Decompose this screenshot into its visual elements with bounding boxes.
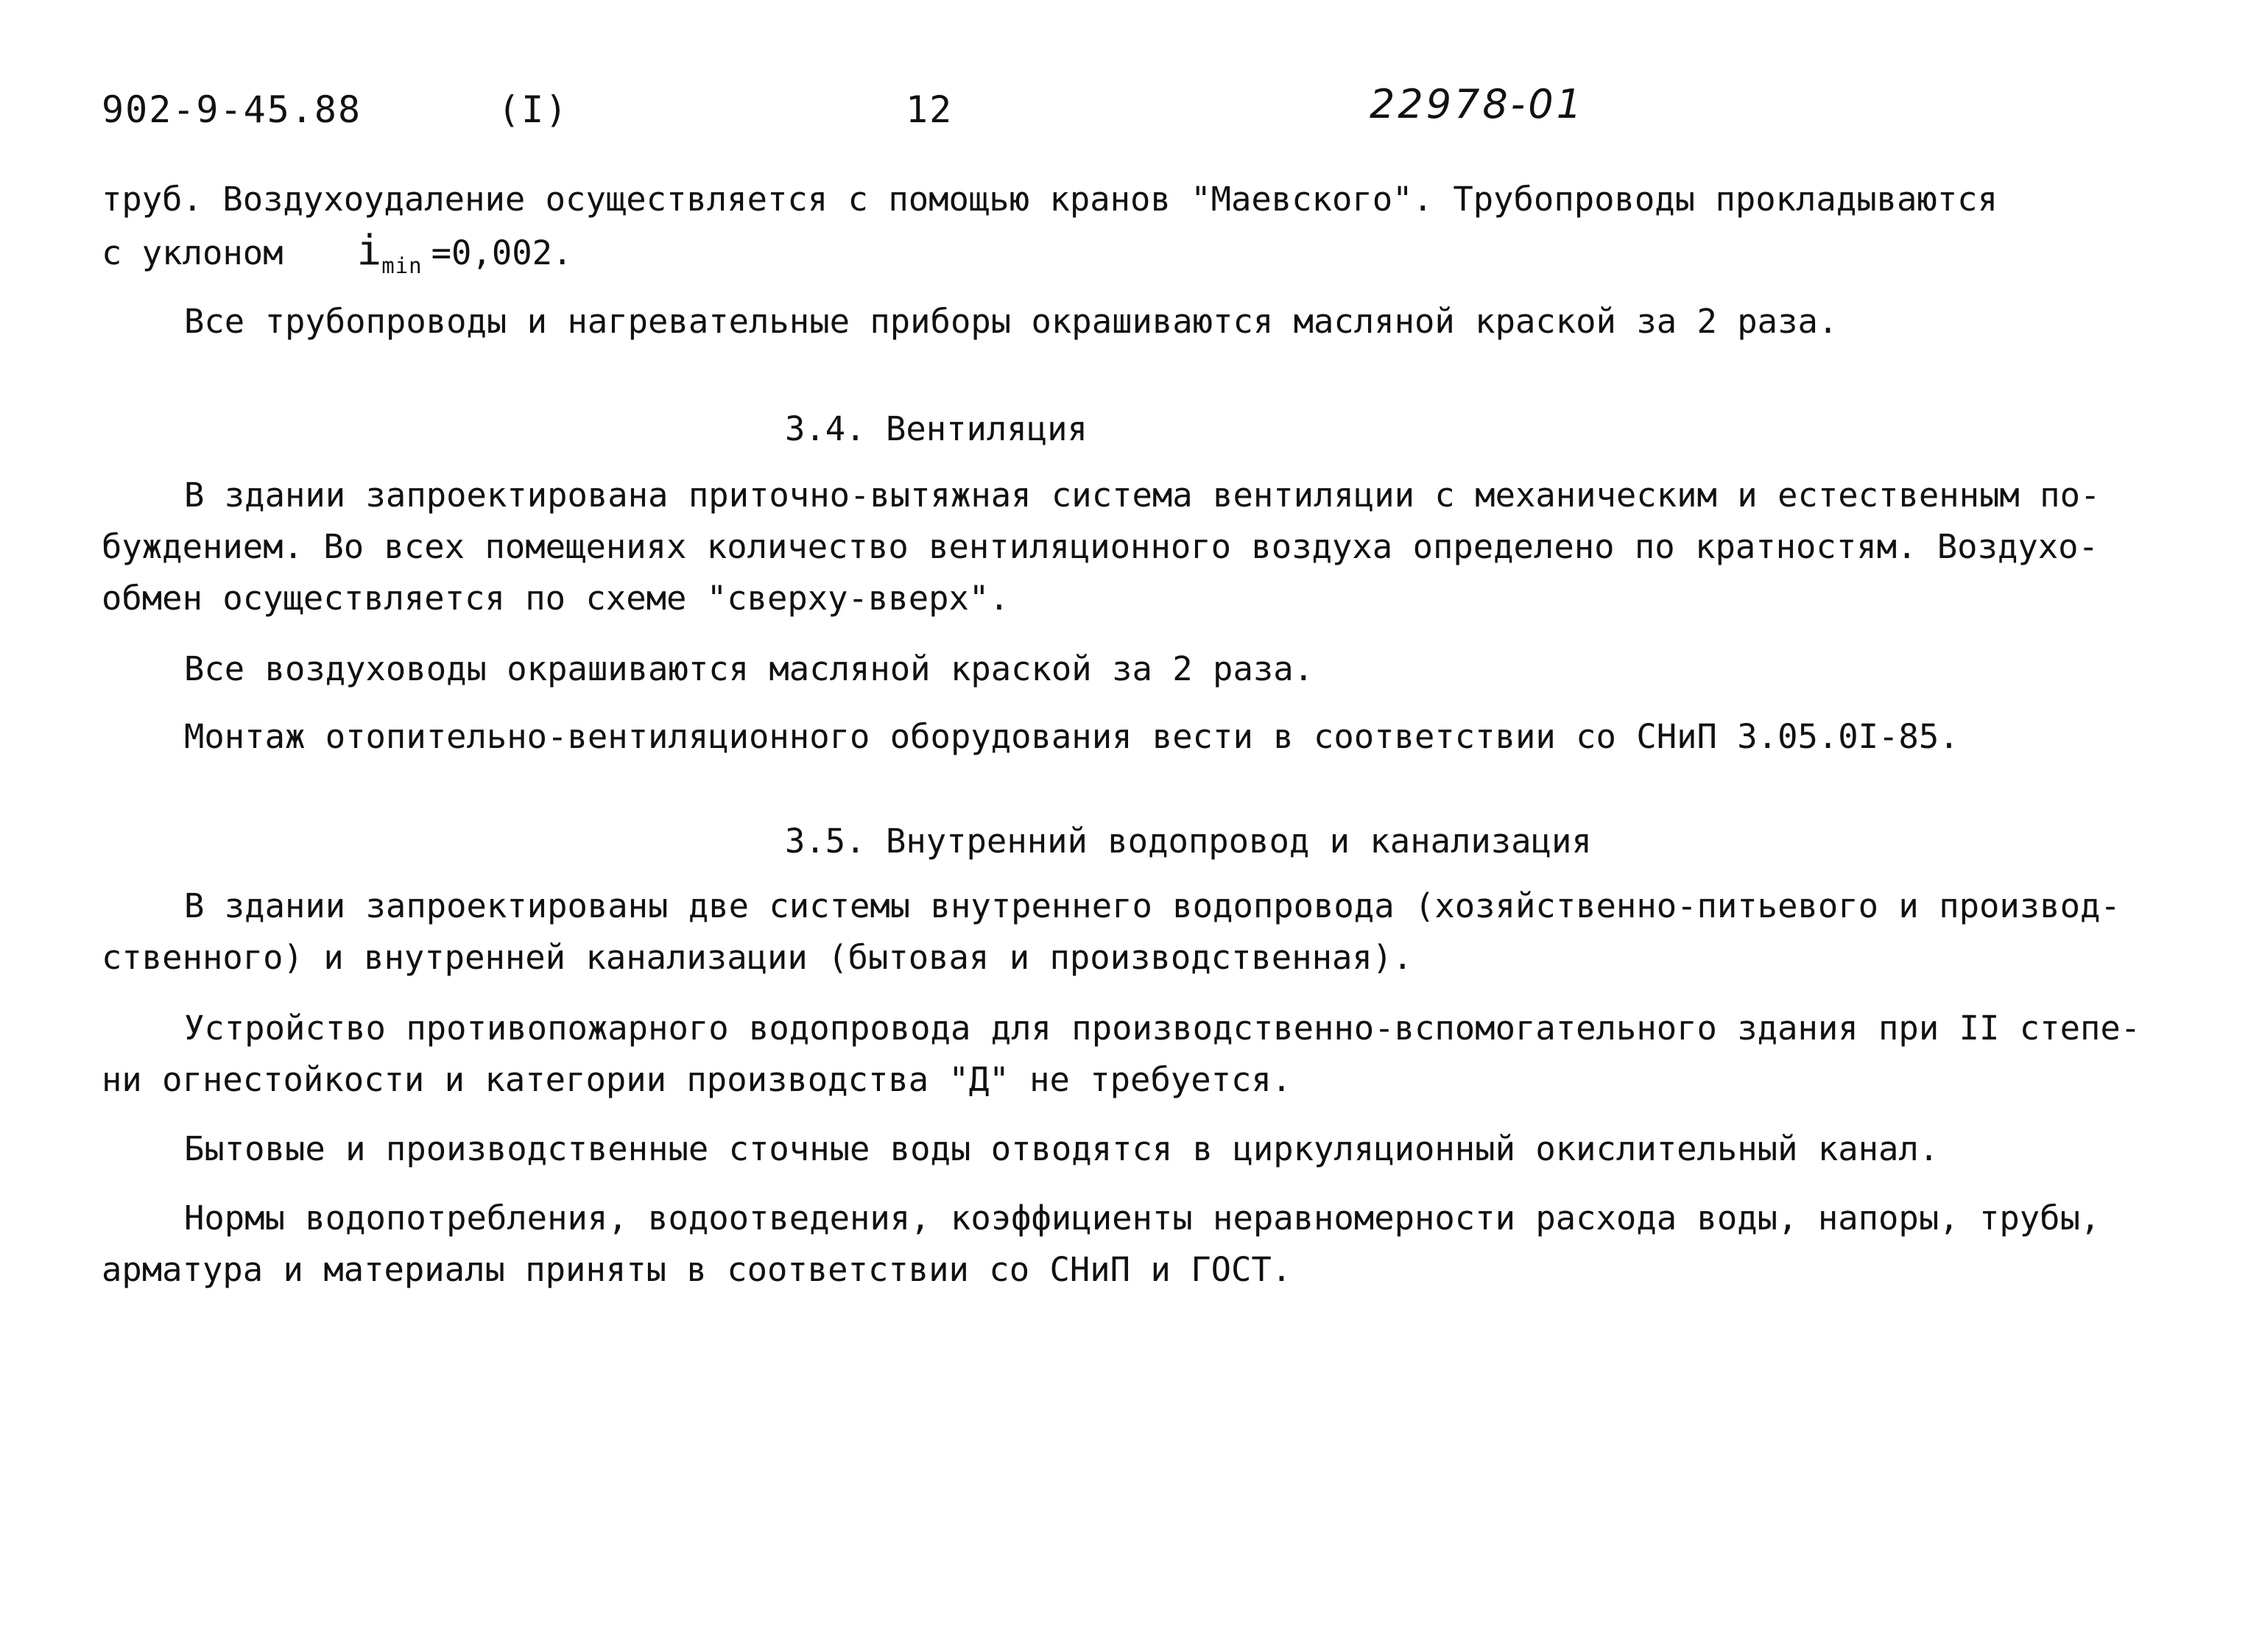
paragraph-line: Бытовые и производственные сточные воды отводятся в циркуляционный окислительный канал. [184,1129,1939,1168]
paragraph-line: Монтаж отопительно-вентиляционного оборудования вести в соответствии со СНиП 3.05.0I-85. [184,717,1959,756]
paragraph-line: Устройство противопожарного водопровода для производственно-вспомогательного здания при II степе- [184,1009,2141,1048]
slope-subscript: min [381,253,423,278]
slope-value: =0,002. [431,233,573,272]
paragraph-line: Все воздуховоды окрашиваются масляной краской за 2 раза. [184,649,1314,688]
section-heading-water-supply: 3.5. Внутренний водопровод и канализация [785,822,1592,861]
section-heading-ventilation: 3.4. Вентиляция [785,409,1088,448]
paragraph-line: Все трубопроводы и нагревательные приборы окрашиваются масляной краской за 2 раза. [184,302,1839,341]
paragraph-line: ственного) и внутренней канализации (бытовая и производственная). [102,938,1413,977]
paragraph-line: В здании запроектирована приточно-вытяжная система вентиляции с механическим и естественным по- [184,476,2101,515]
volume-number: (I) [498,88,569,131]
paragraph-line: обмен осуществляется по схеме "сверху-вверх". [102,579,1010,618]
document-code: 902-9-45.88 [102,88,362,131]
paragraph-line: буждением. Во всех помещениях количество вентиляционного воздуха определено по кратностям. Воздухо- [102,527,2099,566]
paragraph-line: ни огнестойкости и категории производства "Д" не требуется. [102,1060,1292,1099]
paragraph-line: Нормы водопотребления, водоотведения, коэффициенты неравномерности расхода воды, напоры, трубы, [184,1199,2101,1238]
slope-label: с уклоном [102,233,283,272]
paragraph-line [102,225,572,283]
page-number: 12 [906,88,954,131]
paragraph-line: арматура и материалы приняты в соответствии со СНиП и ГОСТ. [102,1250,1292,1289]
slope-symbol: i [356,227,382,275]
paragraph-line: В здании запроектированы две системы внутреннего водопровода (хозяйственно-питьевого и производ- [184,886,2121,925]
inventory-number: 22978-01 [1370,81,1585,127]
paragraph-line: труб. Воздухоудаление осуществляется с помощью кранов "Маевского". Трубопроводы прокладываются [102,180,1998,219]
